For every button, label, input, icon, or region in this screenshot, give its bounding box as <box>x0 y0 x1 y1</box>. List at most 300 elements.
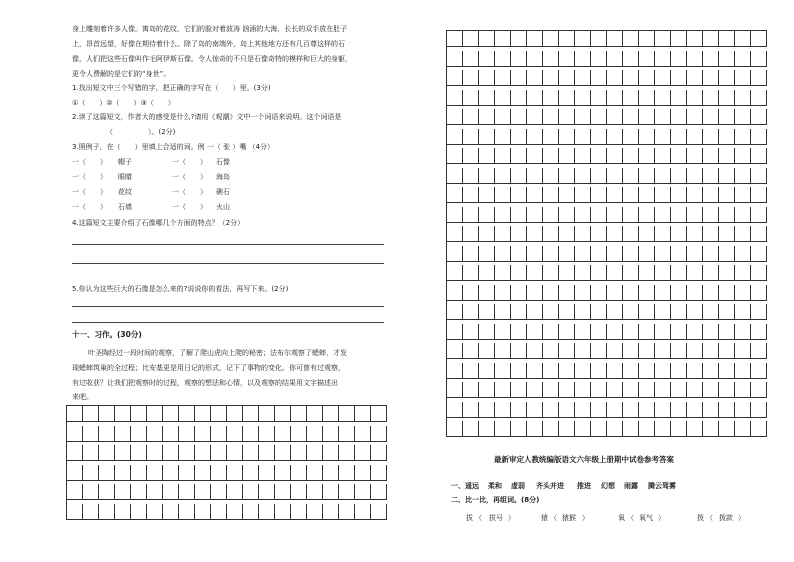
grid-cell[interactable] <box>703 129 719 145</box>
grid-cell[interactable] <box>447 402 463 418</box>
grid-cell[interactable] <box>591 109 607 125</box>
grid-cell[interactable] <box>607 31 623 47</box>
grid-cell[interactable] <box>495 90 511 106</box>
grid-cell[interactable] <box>735 304 751 320</box>
grid-cell[interactable] <box>639 382 655 398</box>
grid-cell[interactable] <box>179 484 195 500</box>
grid-cell[interactable] <box>559 207 575 223</box>
grid-cell[interactable] <box>463 324 479 340</box>
grid-cell[interactable] <box>655 285 671 301</box>
grid-cell[interactable] <box>687 70 703 86</box>
grid-cell[interactable] <box>591 187 607 203</box>
grid-cell[interactable] <box>371 445 387 461</box>
grid-cell[interactable] <box>307 445 323 461</box>
grid-cell[interactable] <box>259 465 275 481</box>
answer-line-q5-1[interactable] <box>72 306 384 307</box>
grid-cell[interactable] <box>307 484 323 500</box>
grid-cell[interactable] <box>479 382 495 398</box>
grid-cell[interactable] <box>751 382 767 398</box>
grid-cell[interactable] <box>751 31 767 47</box>
grid-cell[interactable] <box>575 324 591 340</box>
grid-cell[interactable] <box>355 406 371 422</box>
grid-cell[interactable] <box>543 109 559 125</box>
grid-cell[interactable] <box>655 246 671 262</box>
grid-cell[interactable] <box>687 129 703 145</box>
grid-cell[interactable] <box>291 426 307 442</box>
grid-cell[interactable] <box>559 304 575 320</box>
grid-cell[interactable] <box>323 406 339 422</box>
grid-cell[interactable] <box>259 484 275 500</box>
grid-cell[interactable] <box>527 246 543 262</box>
grid-cell[interactable] <box>671 421 687 437</box>
grid-cell[interactable] <box>559 343 575 359</box>
grid-cell[interactable] <box>719 109 735 125</box>
grid-cell[interactable] <box>147 484 163 500</box>
grid-cell[interactable] <box>719 226 735 242</box>
grid-cell[interactable] <box>179 426 195 442</box>
grid-cell[interactable] <box>671 343 687 359</box>
grid-cell[interactable] <box>623 90 639 106</box>
grid-cell[interactable] <box>67 445 83 461</box>
grid-cell[interactable] <box>479 31 495 47</box>
grid-cell[interactable] <box>227 406 243 422</box>
grid-cell[interactable] <box>751 148 767 164</box>
grid-cell[interactable] <box>527 129 543 145</box>
grid-cell[interactable] <box>527 109 543 125</box>
grid-cell[interactable] <box>671 51 687 67</box>
grid-cell[interactable] <box>211 465 227 481</box>
grid-cell[interactable] <box>623 70 639 86</box>
grid-cell[interactable] <box>559 31 575 47</box>
grid-cell[interactable] <box>703 382 719 398</box>
grid-cell[interactable] <box>751 70 767 86</box>
grid-cell[interactable] <box>463 304 479 320</box>
grid-cell[interactable] <box>655 304 671 320</box>
grid-cell[interactable] <box>671 363 687 379</box>
grid-cell[interactable] <box>543 90 559 106</box>
grid-cell[interactable] <box>735 246 751 262</box>
grid-cell[interactable] <box>687 265 703 281</box>
grid-cell[interactable] <box>527 265 543 281</box>
grid-cell[interactable] <box>463 226 479 242</box>
grid-cell[interactable] <box>703 285 719 301</box>
grid-cell[interactable] <box>195 484 211 500</box>
grid-cell[interactable] <box>291 406 307 422</box>
grid-cell[interactable] <box>607 421 623 437</box>
grid-cell[interactable] <box>623 226 639 242</box>
grid-cell[interactable] <box>511 285 527 301</box>
grid-cell[interactable] <box>703 168 719 184</box>
grid-cell[interactable] <box>463 207 479 223</box>
grid-cell[interactable] <box>307 426 323 442</box>
grid-cell[interactable] <box>511 363 527 379</box>
grid-cell[interactable] <box>735 168 751 184</box>
grid-cell[interactable] <box>623 265 639 281</box>
grid-cell[interactable] <box>479 51 495 67</box>
grid-cell[interactable] <box>591 226 607 242</box>
grid-cell[interactable] <box>559 324 575 340</box>
grid-cell[interactable] <box>623 343 639 359</box>
grid-cell[interactable] <box>227 484 243 500</box>
grid-cell[interactable] <box>527 324 543 340</box>
grid-cell[interactable] <box>479 363 495 379</box>
grid-cell[interactable] <box>655 226 671 242</box>
grid-cell[interactable] <box>479 70 495 86</box>
grid-cell[interactable] <box>607 382 623 398</box>
grid-cell[interactable] <box>607 246 623 262</box>
grid-cell[interactable] <box>195 426 211 442</box>
grid-cell[interactable] <box>527 148 543 164</box>
grid-cell[interactable] <box>527 70 543 86</box>
grid-cell[interactable] <box>447 51 463 67</box>
grid-cell[interactable] <box>447 265 463 281</box>
grid-cell[interactable] <box>591 421 607 437</box>
grid-cell[interactable] <box>559 168 575 184</box>
grid-cell[interactable] <box>163 445 179 461</box>
grid-cell[interactable] <box>543 31 559 47</box>
grid-cell[interactable] <box>751 109 767 125</box>
grid-cell[interactable] <box>275 465 291 481</box>
grid-cell[interactable] <box>719 246 735 262</box>
grid-cell[interactable] <box>291 484 307 500</box>
composition-grid-left[interactable] <box>66 405 387 520</box>
grid-cell[interactable] <box>559 402 575 418</box>
grid-cell[interactable] <box>99 406 115 422</box>
grid-cell[interactable] <box>495 343 511 359</box>
grid-cell[interactable] <box>607 324 623 340</box>
answer-line-q4-2[interactable] <box>72 263 384 264</box>
grid-cell[interactable] <box>751 207 767 223</box>
grid-cell[interactable] <box>479 246 495 262</box>
grid-cell[interactable] <box>655 148 671 164</box>
grid-cell[interactable] <box>511 148 527 164</box>
grid-cell[interactable] <box>275 406 291 422</box>
grid-cell[interactable] <box>511 226 527 242</box>
grid-cell[interactable] <box>163 465 179 481</box>
grid-cell[interactable] <box>463 363 479 379</box>
grid-cell[interactable] <box>307 465 323 481</box>
grid-cell[interactable] <box>259 445 275 461</box>
grid-cell[interactable] <box>543 402 559 418</box>
grid-cell[interactable] <box>495 148 511 164</box>
grid-cell[interactable] <box>447 148 463 164</box>
grid-cell[interactable] <box>591 90 607 106</box>
grid-cell[interactable] <box>591 129 607 145</box>
grid-cell[interactable] <box>527 168 543 184</box>
grid-cell[interactable] <box>195 465 211 481</box>
grid-cell[interactable] <box>719 285 735 301</box>
grid-cell[interactable] <box>655 31 671 47</box>
grid-cell[interactable] <box>591 207 607 223</box>
grid-cell[interactable] <box>243 426 259 442</box>
grid-cell[interactable] <box>291 504 307 520</box>
grid-cell[interactable] <box>463 70 479 86</box>
grid-cell[interactable] <box>479 148 495 164</box>
grid-cell[interactable] <box>543 226 559 242</box>
grid-cell[interactable] <box>479 129 495 145</box>
grid-cell[interactable] <box>735 363 751 379</box>
grid-cell[interactable] <box>511 324 527 340</box>
grid-cell[interactable] <box>703 31 719 47</box>
grid-cell[interactable] <box>703 148 719 164</box>
grid-cell[interactable] <box>607 51 623 67</box>
grid-cell[interactable] <box>543 265 559 281</box>
grid-cell[interactable] <box>591 363 607 379</box>
grid-cell[interactable] <box>751 421 767 437</box>
grid-cell[interactable] <box>703 265 719 281</box>
grid-cell[interactable] <box>655 343 671 359</box>
grid-cell[interactable] <box>575 265 591 281</box>
grid-cell[interactable] <box>591 285 607 301</box>
grid-cell[interactable] <box>291 465 307 481</box>
grid-cell[interactable] <box>495 246 511 262</box>
grid-cell[interactable] <box>591 31 607 47</box>
grid-cell[interactable] <box>639 285 655 301</box>
grid-cell[interactable] <box>227 445 243 461</box>
grid-cell[interactable] <box>719 31 735 47</box>
grid-cell[interactable] <box>671 90 687 106</box>
grid-cell[interactable] <box>623 402 639 418</box>
grid-cell[interactable] <box>607 70 623 86</box>
grid-cell[interactable] <box>687 51 703 67</box>
grid-cell[interactable] <box>463 421 479 437</box>
grid-cell[interactable] <box>479 207 495 223</box>
grid-cell[interactable] <box>447 226 463 242</box>
grid-cell[interactable] <box>463 402 479 418</box>
grid-cell[interactable] <box>575 382 591 398</box>
grid-cell[interactable] <box>211 445 227 461</box>
grid-cell[interactable] <box>703 226 719 242</box>
grid-cell[interactable] <box>511 402 527 418</box>
grid-cell[interactable] <box>719 304 735 320</box>
grid-cell[interactable] <box>703 246 719 262</box>
grid-cell[interactable] <box>687 246 703 262</box>
grid-cell[interactable] <box>463 285 479 301</box>
grid-cell[interactable] <box>671 324 687 340</box>
grid-cell[interactable] <box>623 187 639 203</box>
grid-cell[interactable] <box>751 226 767 242</box>
grid-cell[interactable] <box>323 504 339 520</box>
grid-cell[interactable] <box>527 382 543 398</box>
grid-cell[interactable] <box>99 465 115 481</box>
grid-cell[interactable] <box>639 304 655 320</box>
grid-cell[interactable] <box>623 51 639 67</box>
grid-cell[interactable] <box>639 363 655 379</box>
grid-cell[interactable] <box>527 226 543 242</box>
grid-cell[interactable] <box>179 465 195 481</box>
grid-cell[interactable] <box>243 484 259 500</box>
grid-cell[interactable] <box>339 406 355 422</box>
grid-cell[interactable] <box>495 285 511 301</box>
grid-cell[interactable] <box>687 363 703 379</box>
grid-cell[interactable] <box>639 51 655 67</box>
grid-cell[interactable] <box>479 168 495 184</box>
grid-cell[interactable] <box>703 304 719 320</box>
grid-cell[interactable] <box>275 504 291 520</box>
grid-cell[interactable] <box>639 343 655 359</box>
grid-cell[interactable] <box>211 426 227 442</box>
grid-cell[interactable] <box>163 504 179 520</box>
grid-cell[interactable] <box>575 421 591 437</box>
grid-cell[interactable] <box>495 382 511 398</box>
grid-cell[interactable] <box>751 168 767 184</box>
grid-cell[interactable] <box>607 207 623 223</box>
grid-cell[interactable] <box>339 504 355 520</box>
grid-cell[interactable] <box>447 304 463 320</box>
grid-cell[interactable] <box>735 70 751 86</box>
grid-cell[interactable] <box>511 168 527 184</box>
grid-cell[interactable] <box>495 31 511 47</box>
grid-cell[interactable] <box>527 363 543 379</box>
grid-cell[interactable] <box>163 426 179 442</box>
grid-cell[interactable] <box>259 426 275 442</box>
grid-cell[interactable] <box>751 324 767 340</box>
grid-cell[interactable] <box>591 148 607 164</box>
grid-cell[interactable] <box>591 51 607 67</box>
grid-cell[interactable] <box>447 246 463 262</box>
grid-cell[interactable] <box>575 226 591 242</box>
grid-cell[interactable] <box>607 304 623 320</box>
grid-cell[interactable] <box>323 445 339 461</box>
grid-cell[interactable] <box>575 129 591 145</box>
grid-cell[interactable] <box>591 265 607 281</box>
grid-cell[interactable] <box>623 304 639 320</box>
grid-cell[interactable] <box>575 343 591 359</box>
grid-cell[interactable] <box>211 504 227 520</box>
grid-cell[interactable] <box>479 109 495 125</box>
grid-cell[interactable] <box>527 51 543 67</box>
grid-cell[interactable] <box>719 148 735 164</box>
grid-cell[interactable] <box>479 90 495 106</box>
grid-cell[interactable] <box>99 484 115 500</box>
grid-cell[interactable] <box>735 207 751 223</box>
grid-cell[interactable] <box>131 426 147 442</box>
grid-cell[interactable] <box>99 504 115 520</box>
grid-cell[interactable] <box>463 246 479 262</box>
grid-cell[interactable] <box>527 285 543 301</box>
grid-cell[interactable] <box>227 465 243 481</box>
grid-cell[interactable] <box>591 168 607 184</box>
grid-cell[interactable] <box>687 148 703 164</box>
grid-cell[interactable] <box>99 426 115 442</box>
grid-cell[interactable] <box>655 109 671 125</box>
grid-cell[interactable] <box>83 465 99 481</box>
grid-cell[interactable] <box>447 70 463 86</box>
grid-cell[interactable] <box>243 406 259 422</box>
grid-cell[interactable] <box>671 129 687 145</box>
answer-line-q4-1[interactable] <box>72 244 384 245</box>
grid-cell[interactable] <box>687 324 703 340</box>
grid-cell[interactable] <box>703 109 719 125</box>
grid-cell[interactable] <box>735 402 751 418</box>
grid-cell[interactable] <box>591 70 607 86</box>
grid-cell[interactable] <box>655 187 671 203</box>
grid-cell[interactable] <box>687 343 703 359</box>
grid-cell[interactable] <box>607 265 623 281</box>
grid-cell[interactable] <box>639 129 655 145</box>
grid-cell[interactable] <box>67 484 83 500</box>
grid-cell[interactable] <box>751 343 767 359</box>
grid-cell[interactable] <box>179 445 195 461</box>
grid-cell[interactable] <box>559 70 575 86</box>
grid-cell[interactable] <box>591 246 607 262</box>
grid-cell[interactable] <box>511 129 527 145</box>
grid-cell[interactable] <box>591 304 607 320</box>
grid-cell[interactable] <box>83 426 99 442</box>
grid-cell[interactable] <box>719 382 735 398</box>
grid-cell[interactable] <box>447 90 463 106</box>
grid-cell[interactable] <box>83 445 99 461</box>
grid-cell[interactable] <box>447 343 463 359</box>
grid-cell[interactable] <box>115 465 131 481</box>
grid-cell[interactable] <box>511 421 527 437</box>
grid-cell[interactable] <box>607 285 623 301</box>
grid-cell[interactable] <box>607 402 623 418</box>
grid-cell[interactable] <box>147 465 163 481</box>
grid-cell[interactable] <box>575 51 591 67</box>
grid-cell[interactable] <box>575 246 591 262</box>
grid-cell[interactable] <box>211 484 227 500</box>
grid-cell[interactable] <box>179 406 195 422</box>
grid-cell[interactable] <box>447 168 463 184</box>
grid-cell[interactable] <box>623 324 639 340</box>
grid-cell[interactable] <box>575 148 591 164</box>
grid-cell[interactable] <box>463 187 479 203</box>
grid-cell[interactable] <box>607 168 623 184</box>
grid-cell[interactable] <box>511 187 527 203</box>
grid-cell[interactable] <box>607 129 623 145</box>
grid-cell[interactable] <box>511 265 527 281</box>
grid-cell[interactable] <box>479 343 495 359</box>
grid-cell[interactable] <box>639 207 655 223</box>
grid-cell[interactable] <box>131 406 147 422</box>
grid-cell[interactable] <box>671 109 687 125</box>
grid-cell[interactable] <box>463 51 479 67</box>
grid-cell[interactable] <box>115 504 131 520</box>
grid-cell[interactable] <box>355 445 371 461</box>
grid-cell[interactable] <box>687 187 703 203</box>
grid-cell[interactable] <box>495 363 511 379</box>
grid-cell[interactable] <box>623 31 639 47</box>
grid-cell[interactable] <box>243 465 259 481</box>
grid-cell[interactable] <box>115 406 131 422</box>
grid-cell[interactable] <box>687 207 703 223</box>
grid-cell[interactable] <box>543 129 559 145</box>
grid-cell[interactable] <box>447 187 463 203</box>
grid-cell[interactable] <box>163 406 179 422</box>
grid-cell[interactable] <box>655 129 671 145</box>
grid-cell[interactable] <box>575 109 591 125</box>
grid-cell[interactable] <box>479 304 495 320</box>
grid-cell[interactable] <box>703 421 719 437</box>
grid-cell[interactable] <box>323 465 339 481</box>
grid-cell[interactable] <box>559 285 575 301</box>
grid-cell[interactable] <box>495 207 511 223</box>
grid-cell[interactable] <box>703 70 719 86</box>
grid-cell[interactable] <box>131 484 147 500</box>
grid-cell[interactable] <box>371 406 387 422</box>
grid-cell[interactable] <box>543 246 559 262</box>
grid-cell[interactable] <box>623 246 639 262</box>
grid-cell[interactable] <box>607 109 623 125</box>
grid-cell[interactable] <box>463 31 479 47</box>
grid-cell[interactable] <box>355 426 371 442</box>
grid-cell[interactable] <box>511 51 527 67</box>
grid-cell[interactable] <box>559 187 575 203</box>
grid-cell[interactable] <box>275 484 291 500</box>
grid-cell[interactable] <box>639 90 655 106</box>
grid-cell[interactable] <box>751 129 767 145</box>
